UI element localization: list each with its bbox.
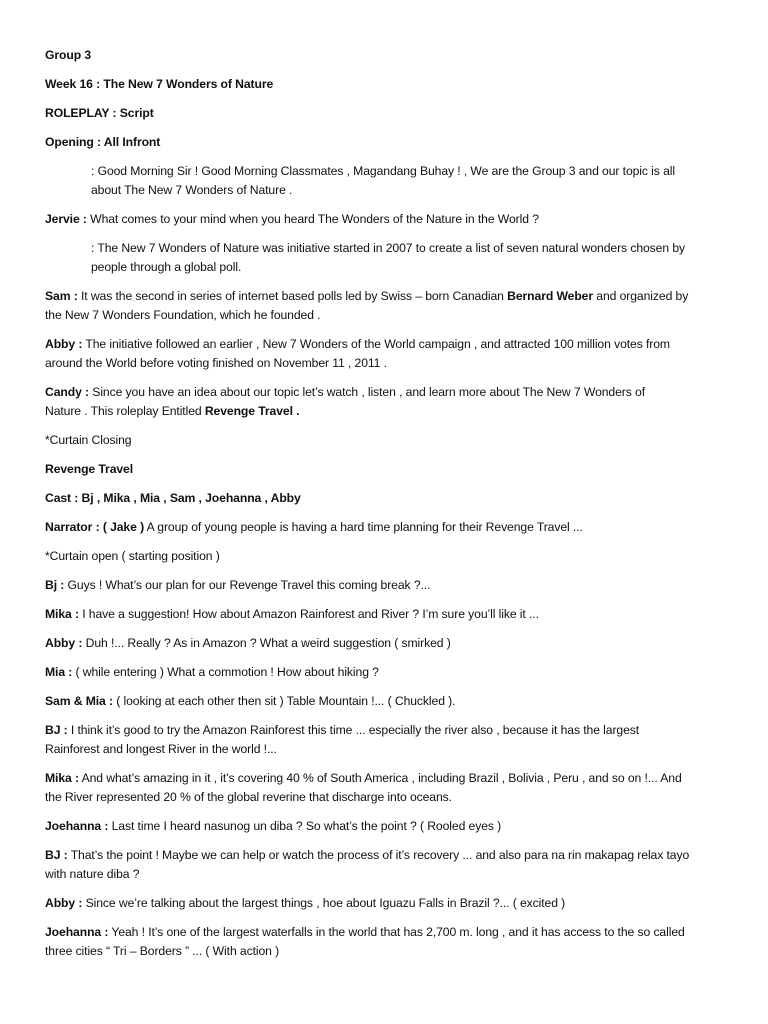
mika1-line bbox=[45, 605, 735, 623]
week-heading: Week 16 : The New 7 Wonders of Nature bbox=[45, 77, 274, 91]
roleplay-heading: ROLEPLAY : Script bbox=[45, 106, 154, 120]
joehanna1-line bbox=[45, 817, 735, 835]
opening-line-2: about The New 7 Wonders of Nature . bbox=[91, 183, 293, 197]
mika2-text: And what’s amazing in it , it’s covering 40 % of South America , including Brazil , Bolivia , Peru , and so on !... And bbox=[78, 771, 682, 785]
speaker-bj: BJ : bbox=[45, 723, 68, 737]
sam-line-1 bbox=[45, 287, 735, 305]
speaker-bj: BJ : bbox=[45, 848, 68, 862]
bj1-text: Guys ! What’s our plan for our Revenge Travel this coming break ?... bbox=[64, 578, 431, 592]
speaker-abby: Abby : bbox=[45, 636, 83, 650]
speaker-abby: Abby : bbox=[45, 337, 83, 351]
narrator-text: A group of young people is having a hard time planning for their Revenge Travel ... bbox=[144, 520, 583, 534]
candy-line-2 bbox=[45, 402, 735, 420]
speaker-sam: Sam : bbox=[45, 289, 78, 303]
answer-line-2: people through a global poll. bbox=[91, 260, 242, 274]
mika2-line-1 bbox=[45, 769, 735, 787]
speaker-abby: Abby : bbox=[45, 896, 83, 910]
sam-text-b: and organized by bbox=[593, 289, 689, 303]
speaker-joehanna: Joehanna : bbox=[45, 925, 109, 939]
cast-line: Cast : Bj , Mika , Mia , Sam , Joehanna , Abby bbox=[45, 491, 301, 505]
bj1-line bbox=[45, 576, 735, 594]
joehanna1-text: Last time I heard nasunog un diba ? So what’s the point ? ( Rooled eyes ) bbox=[108, 819, 502, 833]
speaker-narrator: Narrator : ( Jake ) bbox=[45, 520, 145, 534]
group-heading: Group 3 bbox=[45, 48, 92, 62]
revenge-travel-title: Revenge Travel bbox=[45, 462, 134, 476]
sam-mia-text: ( looking at each other then sit ) Table Mountain !... ( Chuckled ). bbox=[112, 694, 456, 708]
mia-text: ( while entering ) What a commotion ! How about hiking ? bbox=[72, 665, 379, 679]
candy-line-1 bbox=[45, 383, 735, 401]
speaker-sam-mia: Sam & Mia : bbox=[45, 694, 113, 708]
sam-bold-name: Bernard Weber bbox=[507, 289, 594, 303]
jervie-text: What comes to your mind when you heard The Wonders of the Nature in the World ? bbox=[86, 212, 539, 226]
abby3-line bbox=[45, 894, 735, 912]
speaker-mika: Mika : bbox=[45, 771, 79, 785]
bj2-text: I think it’s good to try the Amazon Rainforest this time ... especially the river also , because it has the largest bbox=[67, 723, 640, 737]
bj2-line-1 bbox=[45, 721, 735, 739]
bj3-text: That’s the point ! Maybe we can help or watch the process of it’s recovery ... and also para na rin makapag relax tayo bbox=[67, 848, 690, 862]
curtain-open: *Curtain open ( starting position ) bbox=[45, 549, 220, 563]
abby1-text: The initiative followed an earlier , New 7 Wonders of the World campaign , and attracted 100 million votes from bbox=[82, 337, 670, 351]
bj3-line-2: with nature diba ? bbox=[45, 867, 140, 881]
narrator-line bbox=[45, 518, 735, 536]
abby2-line bbox=[45, 634, 735, 652]
joehanna2-line-2: three cities “ Tri – Borders ” ... ( With action ) bbox=[45, 944, 280, 958]
jervie-line bbox=[45, 210, 735, 228]
opening-heading: Opening : All Infront bbox=[45, 135, 161, 149]
speaker-candy: Candy : bbox=[45, 385, 89, 399]
answer-line-1: : The New 7 Wonders of Nature was initiative started in 2007 to create a list of seven natural wonders chosen by bbox=[91, 241, 685, 255]
sam-text-a: It was the second in series of internet based polls led by Swiss – born Canadian bbox=[77, 289, 508, 303]
mia-line bbox=[45, 663, 735, 681]
abby1-line-1 bbox=[45, 335, 735, 353]
mika2-line-2: the River represented 20 % of the global reverine that discharge into oceans. bbox=[45, 790, 452, 804]
candy-text: Since you have an idea about our topic let’s watch , listen , and learn more about The New 7 Wonders of bbox=[89, 385, 645, 399]
sam-mia-line bbox=[45, 692, 735, 710]
candy-line-2a: Nature . This roleplay Entitled bbox=[45, 404, 205, 418]
opening-line-1: : Good Morning Sir ! Good Morning Classmates , Magandang Buhay ! , We are the Group 3 and our topic is all bbox=[91, 164, 675, 178]
joehanna2-line-1 bbox=[45, 923, 735, 941]
abby3-text: Since we’re talking about the largest things , hoe about Iguazu Falls in Brazil ?... ( excited ) bbox=[82, 896, 566, 910]
speaker-joehanna: Joehanna : bbox=[45, 819, 109, 833]
joehanna2-text: Yeah ! It’s one of the largest waterfalls in the world that has 2,700 m. long , and it has access to the so called bbox=[108, 925, 685, 939]
curtain-closing: *Curtain Closing bbox=[45, 433, 132, 447]
speaker-mika: Mika : bbox=[45, 607, 79, 621]
speaker-mia: Mia : bbox=[45, 665, 73, 679]
speaker-bj: Bj : bbox=[45, 578, 65, 592]
speaker-jervie: Jervie : bbox=[45, 212, 87, 226]
candy-line-2b: Revenge Travel . bbox=[204, 404, 300, 418]
sam-line-2: the New 7 Wonders Foundation, which he founded . bbox=[45, 308, 321, 322]
bj2-line-2: Rainforest and longest River in the world !... bbox=[45, 742, 277, 756]
abby1-line-2: around the World before voting finished on November 11 , 2011 . bbox=[45, 356, 387, 370]
abby2-text: Duh !... Really ? As in Amazon ? What a weird suggestion ( smirked ) bbox=[82, 636, 451, 650]
bj3-line-1 bbox=[45, 846, 735, 864]
mika1-text: I have a suggestion! How about Amazon Rainforest and River ? I’m sure you’ll like it ... bbox=[78, 607, 539, 621]
